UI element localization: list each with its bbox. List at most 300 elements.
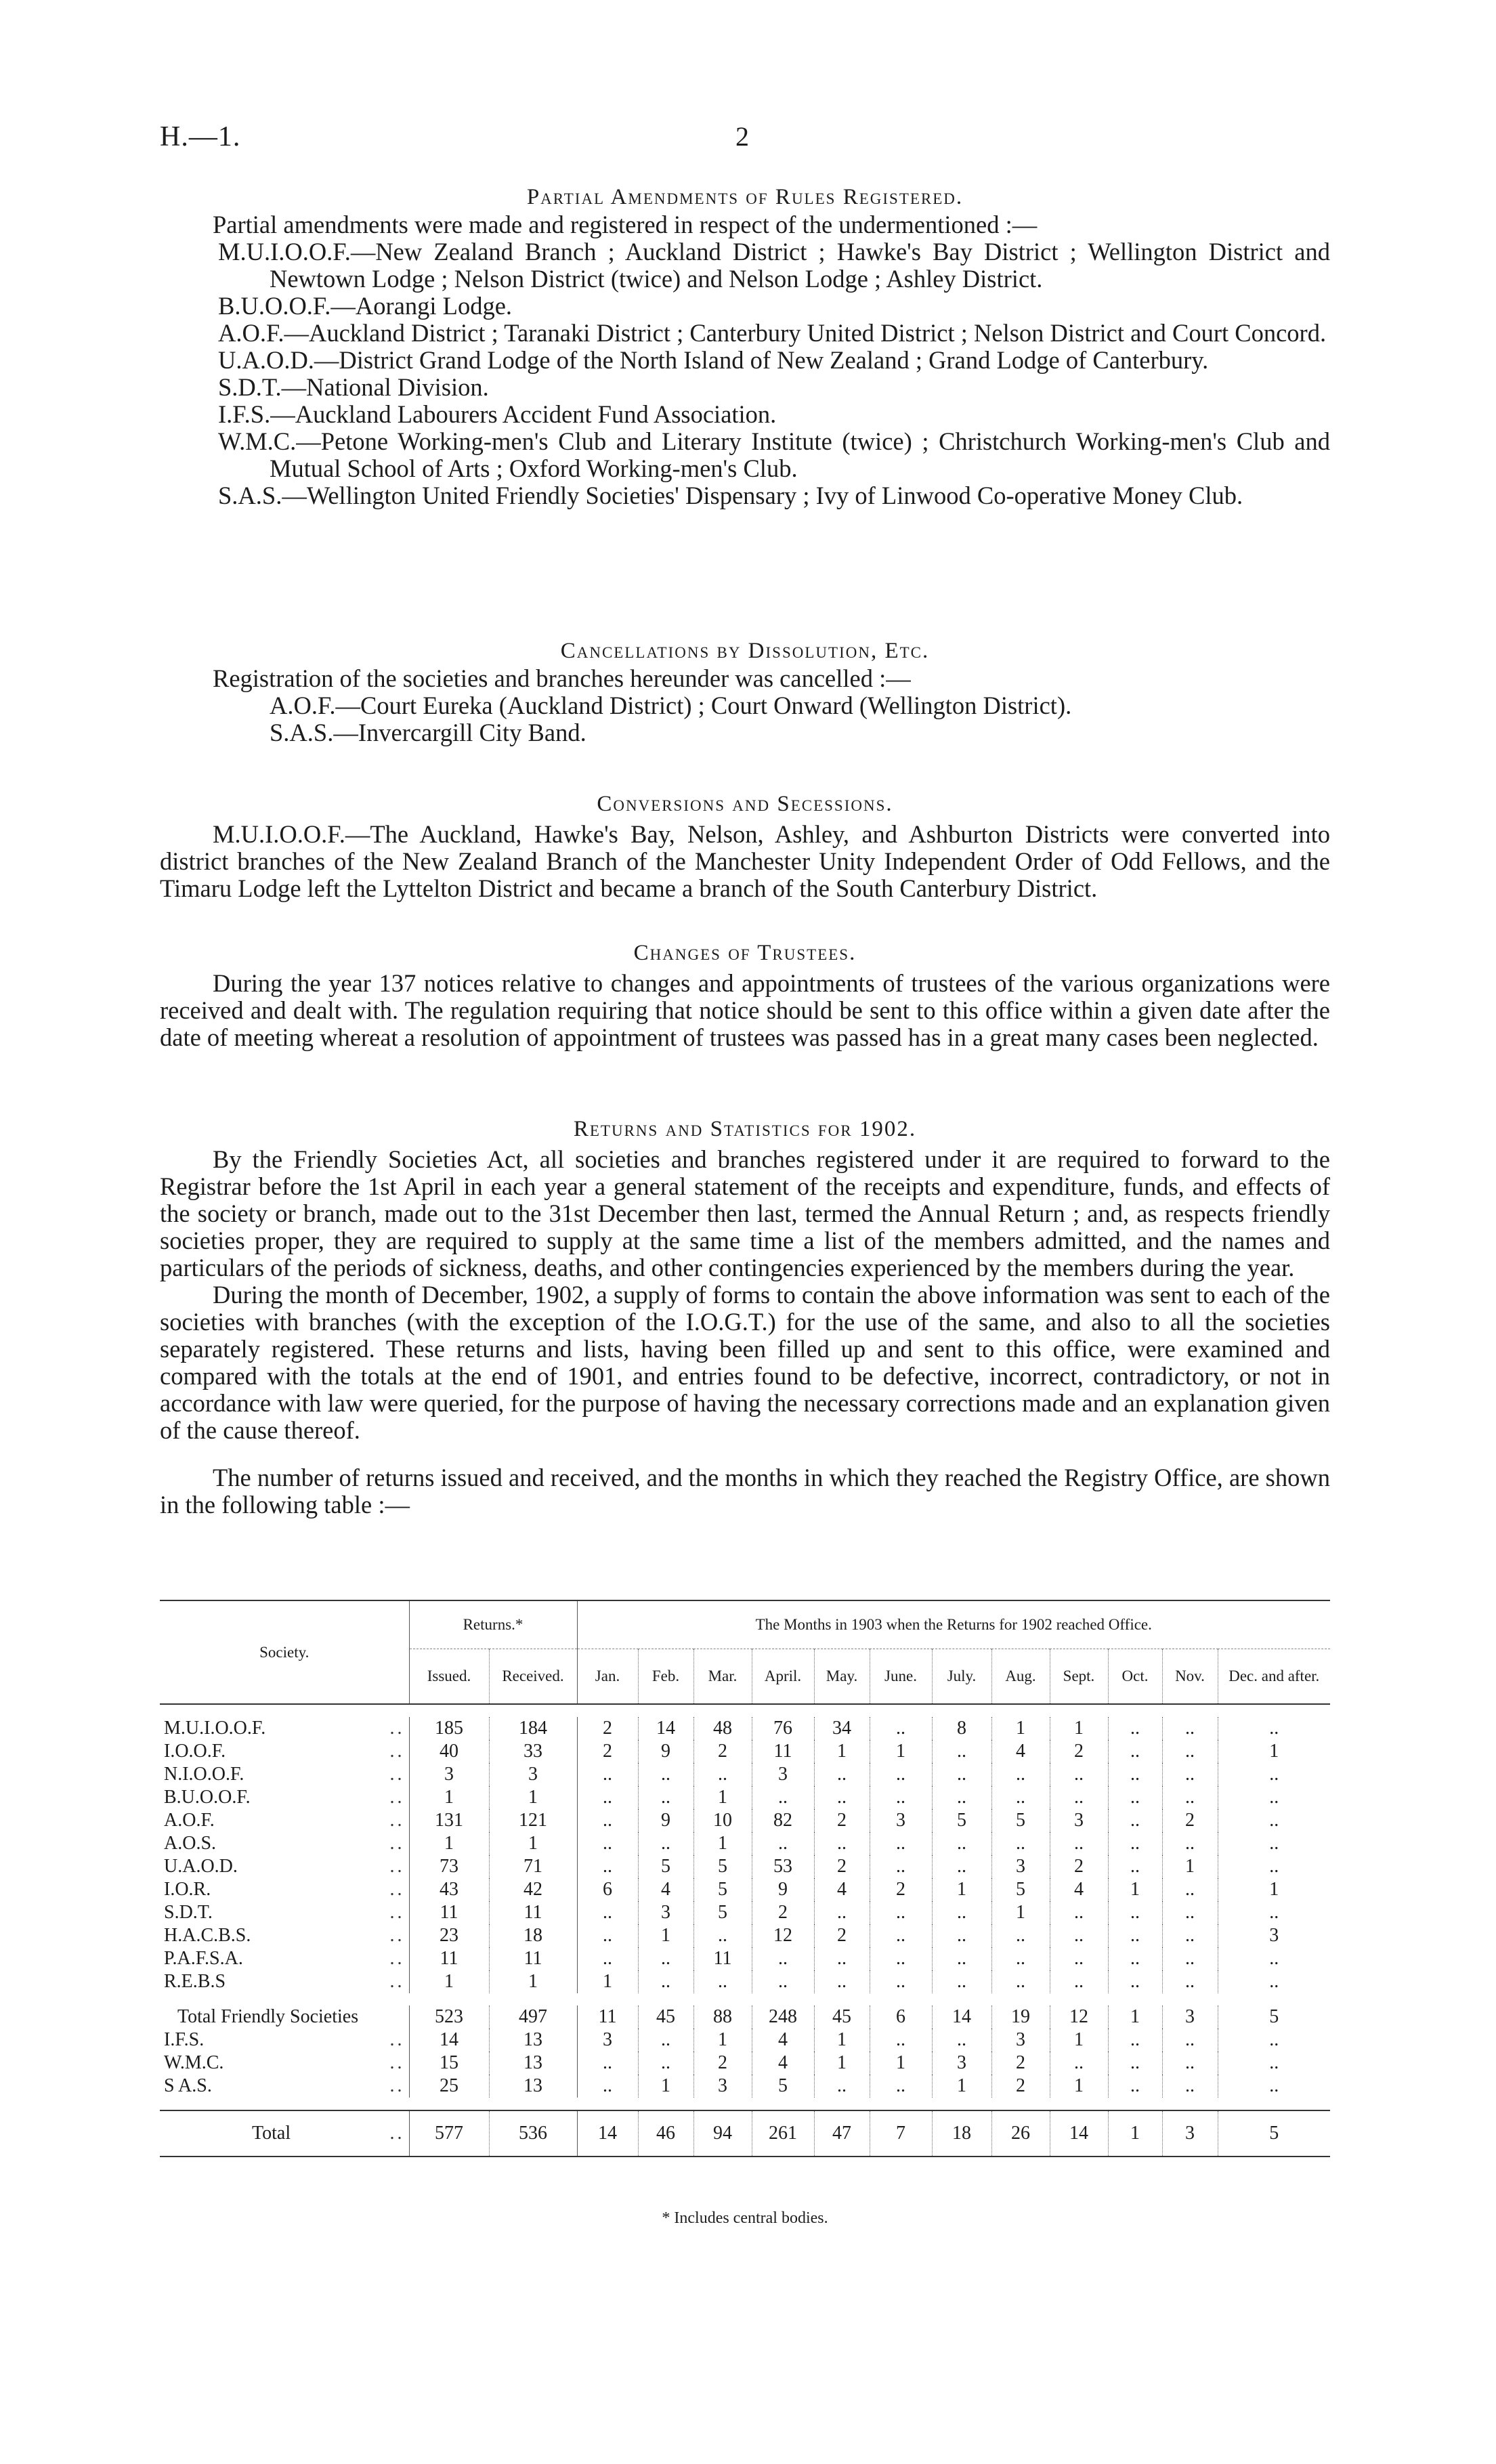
month-cell: 5	[991, 1878, 1050, 1901]
month-cell: 2	[1050, 1740, 1108, 1763]
month-cell: ..	[1162, 1832, 1218, 1855]
issued-cell: 11	[409, 1947, 489, 1970]
month-cell: 3	[1162, 2110, 1218, 2157]
month-cell: ..	[752, 1786, 814, 1809]
month-cell: 261	[752, 2110, 814, 2157]
month-cell: ..	[814, 1947, 870, 1970]
cancellation-item: S.A.S.—Invercargill City Band.	[270, 719, 586, 746]
cancellations-section	[160, 637, 1330, 746]
month-cell: 9	[638, 1740, 693, 1763]
month-cell: 1	[1108, 1878, 1162, 1901]
month-cell: ..	[1218, 1970, 1330, 1993]
trustees-text: During the year 137 notices relative to changes and appointments of trustees of the various organizations were received and dealt with. The regulation requiring that notice should be sent to this office within a given date after the date of meeting whereat a resolution of appointment of trustees was passed has in a great many cases been neglected.	[160, 969, 1330, 1051]
table-row	[160, 2110, 1330, 2157]
spacer-cell	[160, 1704, 1330, 1717]
header-month: May.	[814, 1649, 870, 1705]
leader-dots: ..	[389, 1856, 405, 1877]
society-label: U.A.O.D.	[164, 1856, 238, 1877]
month-cell: 48	[693, 1717, 752, 1740]
issued-cell: 1	[409, 1970, 489, 1993]
society-label: B.U.O.O.F.	[164, 1787, 251, 1808]
society-label: I.O.R.	[164, 1879, 211, 1900]
leader-dots: ..	[389, 1879, 405, 1900]
month-cell: ..	[814, 1970, 870, 1993]
amendment-item: B.U.O.O.F.—Aorangi Lodge.	[218, 292, 513, 320]
month-cell: 11	[577, 2005, 638, 2028]
leader-dots: ..	[389, 1810, 405, 1831]
month-cell: 1	[870, 2052, 932, 2075]
table-row	[160, 1740, 1330, 1763]
month-cell: ..	[577, 1809, 638, 1832]
society-name	[160, 1763, 409, 1786]
header-months: The Months in 1903 when the Returns for 1902 reached Office.	[577, 1600, 1330, 1649]
society-label: S.D.T.	[164, 1902, 213, 1923]
society-name	[160, 1901, 409, 1924]
issued-cell: 15	[409, 2052, 489, 2075]
returns-table	[160, 1600, 1330, 2157]
leader-dots: ..	[389, 1787, 405, 1808]
month-cell: ..	[932, 1740, 991, 1763]
received-cell: 33	[489, 1740, 577, 1763]
month-cell: 8	[932, 1717, 991, 1740]
month-cell: ..	[577, 1947, 638, 1970]
month-cell: 3	[577, 2028, 638, 2052]
society-label: I.O.O.F.	[164, 1741, 226, 1762]
header-month: Mar.	[693, 1649, 752, 1705]
issued-cell: 185	[409, 1717, 489, 1740]
amendment-item: S.D.T.—National Division.	[218, 373, 489, 401]
month-cell: ..	[1218, 2052, 1330, 2075]
society-label: P.A.F.S.A.	[164, 1948, 243, 1969]
month-cell: ..	[1162, 2075, 1218, 2098]
month-cell: 34	[814, 1717, 870, 1740]
leader-dots: ..	[389, 2123, 405, 2144]
month-cell: ..	[638, 1970, 693, 1993]
month-cell: ..	[1162, 1878, 1218, 1901]
month-cell: 1	[577, 1970, 638, 1993]
header-month: Jan.	[577, 1649, 638, 1705]
month-cell: 2	[577, 1740, 638, 1763]
month-cell: 5	[991, 1809, 1050, 1832]
table-row	[160, 1763, 1330, 1786]
header-month: June.	[870, 1649, 932, 1705]
society-name	[160, 1855, 409, 1878]
month-cell: 5	[932, 1809, 991, 1832]
month-cell: 14	[1050, 2110, 1108, 2157]
received-cell: 18	[489, 1924, 577, 1947]
month-cell: ..	[1162, 1786, 1218, 1809]
month-cell: 2	[991, 2052, 1050, 2075]
returns-para-1: By the Friendly Societies Act, all societies and branches registered under it are required to forward to the Registrar before the 1st April in each year a general statement of the receipts and expenditure, funds, and effects of the society or branch, made out to the 31st December then last, termed the Annual Return ; and, as respects friendly societies proper, they are required to supply at the same time a list of the members admitted, and the names and particulars of the periods of sickness, deaths, and other contingencies experienced by the members during the year.	[160, 1145, 1330, 1281]
month-cell: ..	[991, 1786, 1050, 1809]
table-row	[160, 2005, 1330, 2028]
issued-cell: 3	[409, 1763, 489, 1786]
amendment-item: A.O.F.—Auckland District ; Taranaki District ; Canterbury United District ; Nelson District and Court Concord.	[218, 319, 1327, 347]
table-row	[160, 2075, 1330, 2098]
month-cell: ..	[577, 2052, 638, 2075]
month-cell: 1	[638, 1924, 693, 1947]
month-cell: ..	[870, 1855, 932, 1878]
month-cell: ..	[1108, 2052, 1162, 2075]
month-cell: ..	[1050, 1763, 1108, 1786]
cancellations-intro: Registration of the societies and branches hereunder was cancelled :—	[213, 664, 911, 692]
amendments-intro: Partial amendments were made and registered in respect of the undermentioned :—	[213, 211, 1038, 238]
society-label: R.E.B.S	[164, 1971, 226, 1992]
month-cell: 1	[814, 1740, 870, 1763]
month-cell: 10	[693, 1809, 752, 1832]
month-cell: ..	[870, 1763, 932, 1786]
month-cell: 1	[1218, 1740, 1330, 1763]
month-cell: 46	[638, 2110, 693, 2157]
received-cell: 1	[489, 1786, 577, 1809]
received-cell: 11	[489, 1901, 577, 1924]
month-cell: 1	[1218, 1878, 1330, 1901]
month-cell: ..	[870, 1901, 932, 1924]
month-cell: ..	[1050, 1786, 1108, 1809]
month-cell: 4	[752, 2028, 814, 2052]
month-cell: ..	[1218, 2075, 1330, 2098]
society-name	[160, 2005, 409, 2028]
received-cell: 71	[489, 1855, 577, 1878]
trustees-heading: Changes of Trustees.	[633, 941, 857, 965]
month-cell: 19	[991, 2005, 1050, 2028]
month-cell: ..	[870, 1832, 932, 1855]
month-cell: 2	[752, 1901, 814, 1924]
returns-para-3: The number of returns issued and received, and the months in which they reached the Registry Office, are shown in the following table :—	[160, 1464, 1330, 1518]
month-cell: ..	[991, 1763, 1050, 1786]
month-cell: ..	[814, 2075, 870, 2098]
month-cell: ..	[1162, 1947, 1218, 1970]
month-cell: 1	[693, 1786, 752, 1809]
returns-para-2: During the month of December, 1902, a supply of forms to contain the above information was sent to each of the societies with branches (with the exception of the I.O.G.T.) for the use of the same, and also to all the societies separately registered. These returns and lists, having been filled up and sent to this office, were examined and compared with the totals at the end of 1901, and entries found to be defective, incorrect, contradictory, or not in accordance with law were queried, for the purpose of having the necessary corrections made and an explanation given of the cause thereof.	[160, 1281, 1330, 1444]
society-name	[160, 1809, 409, 1832]
month-cell: 26	[991, 2110, 1050, 2157]
conversions-section	[160, 790, 1330, 902]
month-cell: ..	[814, 1832, 870, 1855]
month-cell: ..	[1218, 1947, 1330, 1970]
society-label: Total Friendly Societies	[177, 2006, 359, 2027]
month-cell: 4	[638, 1878, 693, 1901]
month-cell: ..	[1108, 1855, 1162, 1878]
leader-dots: ..	[389, 2029, 405, 2050]
returns-section	[160, 1115, 1330, 1518]
conversions-text: M.U.I.O.O.F.—The Auckland, Hawke's Bay, Nelson, Ashley, and Ashburton Districts were converted into district branches of the New Zealand Branch of the Manchester Unity Independent Order of Odd Fellows, and the Timaru Lodge left the Lyttelton District and became a branch of the South Canterbury District.	[160, 820, 1330, 902]
month-cell: ..	[1050, 1970, 1108, 1993]
society-name	[160, 2075, 409, 2098]
trustees-section	[160, 939, 1330, 1051]
society-label: M.U.I.O.O.F.	[164, 1718, 266, 1739]
society-label: W.M.C.	[164, 2052, 224, 2073]
month-cell: 1	[638, 2075, 693, 2098]
month-cell: ..	[1162, 2052, 1218, 2075]
issued-cell: 14	[409, 2028, 489, 2052]
table-row	[160, 1809, 1330, 1832]
header-month: July.	[932, 1649, 991, 1705]
month-cell: ..	[577, 1924, 638, 1947]
received-cell: 11	[489, 1947, 577, 1970]
month-cell: 12	[752, 1924, 814, 1947]
society-label: H.A.C.B.S.	[164, 1925, 251, 1946]
issued-cell: 1	[409, 1786, 489, 1809]
month-cell: ..	[814, 1901, 870, 1924]
month-cell: ..	[693, 1924, 752, 1947]
month-cell: ..	[814, 1763, 870, 1786]
received-cell: 184	[489, 1717, 577, 1740]
issued-cell: 25	[409, 2075, 489, 2098]
month-cell: 2	[1162, 1809, 1218, 1832]
table-row	[160, 1855, 1330, 1878]
issued-cell: 577	[409, 2110, 489, 2157]
month-cell: ..	[752, 1970, 814, 1993]
month-cell: ..	[1218, 1717, 1330, 1740]
header-month: April.	[752, 1649, 814, 1705]
month-cell: 14	[638, 1717, 693, 1740]
society-name	[160, 1717, 409, 1740]
month-cell: 1	[1050, 1717, 1108, 1740]
society-name	[160, 1947, 409, 1970]
month-cell: ..	[870, 1786, 932, 1809]
month-cell: 3	[1218, 1924, 1330, 1947]
month-cell: ..	[1162, 1740, 1218, 1763]
month-cell: ..	[1050, 1832, 1108, 1855]
month-cell: ..	[1108, 1786, 1162, 1809]
month-cell: ..	[932, 1924, 991, 1947]
month-cell: 1	[932, 1878, 991, 1901]
leader-dots: ..	[389, 1833, 405, 1854]
month-cell: 2	[870, 1878, 932, 1901]
month-cell: 4	[1050, 1878, 1108, 1901]
society-label: S A.S.	[164, 2075, 212, 2096]
header-issued: Issued.	[409, 1649, 489, 1705]
month-cell: 45	[814, 2005, 870, 2028]
society-name	[160, 2052, 409, 2075]
month-cell: ..	[870, 2075, 932, 2098]
month-cell: ..	[932, 1763, 991, 1786]
month-cell: 9	[752, 1878, 814, 1901]
society-label: I.F.S.	[164, 2029, 205, 2050]
month-cell: 9	[638, 1809, 693, 1832]
table-row	[160, 1901, 1330, 1924]
conversions-heading: Conversions and Secessions.	[597, 792, 893, 816]
month-cell: ..	[638, 2028, 693, 2052]
month-cell: 1	[1162, 1855, 1218, 1878]
leader-dots: ..	[389, 2075, 405, 2096]
table-row	[160, 1832, 1330, 1855]
month-cell: 11	[693, 1947, 752, 1970]
month-cell: 45	[638, 2005, 693, 2028]
received-cell: 497	[489, 2005, 577, 2028]
month-cell: 1	[814, 2052, 870, 2075]
month-cell: ..	[1108, 1947, 1162, 1970]
received-cell: 1	[489, 1970, 577, 1993]
month-cell: 3	[693, 2075, 752, 2098]
month-cell: ..	[932, 1947, 991, 1970]
month-cell: ..	[932, 1832, 991, 1855]
month-cell: 94	[693, 2110, 752, 2157]
header-month: Dec. and after.	[1218, 1649, 1330, 1705]
month-cell: ..	[1162, 1901, 1218, 1924]
spacer-row	[160, 1993, 1330, 2005]
amendment-item: I.F.S.—Auckland Labourers Accident Fund Association.	[218, 400, 777, 428]
header-received: Received.	[489, 1649, 577, 1705]
leader-dots: ..	[389, 1925, 405, 1946]
month-cell: ..	[991, 1832, 1050, 1855]
month-cell: ..	[870, 1970, 932, 1993]
page-number: 2	[735, 121, 749, 152]
month-cell: 3	[870, 1809, 932, 1832]
month-cell: ..	[638, 1786, 693, 1809]
received-cell: 536	[489, 2110, 577, 2157]
leader-dots: ..	[389, 1764, 405, 1785]
month-cell: 6	[870, 2005, 932, 2028]
amendment-item: M.U.I.O.O.F.—New Zealand Branch ; Auckland District ; Hawke's Bay District ; Wellington District and Newtown Lodge ; Nelson District (twice) and Nelson Lodge ; Ashley District.	[218, 238, 1330, 293]
issued-cell: 11	[409, 1901, 489, 1924]
month-cell: ..	[577, 1855, 638, 1878]
month-cell: ..	[932, 1855, 991, 1878]
month-cell: ..	[991, 1924, 1050, 1947]
month-cell: ..	[1108, 1970, 1162, 1993]
month-cell: ..	[1162, 1763, 1218, 1786]
month-cell: ..	[638, 1832, 693, 1855]
leader-dots: ..	[389, 2052, 405, 2073]
month-cell: 18	[932, 2110, 991, 2157]
month-cell: 1	[870, 1740, 932, 1763]
month-cell: 248	[752, 2005, 814, 2028]
month-cell: 1	[1050, 2028, 1108, 2052]
month-cell: ..	[1108, 1832, 1162, 1855]
table-row	[160, 1947, 1330, 1970]
month-cell: 82	[752, 1809, 814, 1832]
table-footnote: * Includes central bodies.	[662, 2209, 828, 2227]
society-name	[160, 1878, 409, 1901]
spacer-row	[160, 2098, 1330, 2110]
leader-dots: ..	[389, 1902, 405, 1923]
society-label: N.I.O.O.F.	[164, 1764, 244, 1785]
issued-cell: 523	[409, 2005, 489, 2028]
issued-cell: 40	[409, 1740, 489, 1763]
month-cell: ..	[1218, 1832, 1330, 1855]
month-cell: 5	[638, 1855, 693, 1878]
month-cell: ..	[1108, 1740, 1162, 1763]
month-cell: 2	[814, 1855, 870, 1878]
month-cell: 12	[1050, 2005, 1108, 2028]
month-cell: ..	[1162, 1924, 1218, 1947]
returns-heading: Returns and Statistics for 1902.	[573, 1117, 917, 1141]
month-cell: ..	[752, 1832, 814, 1855]
table-row	[160, 2028, 1330, 2052]
month-cell: ..	[577, 1901, 638, 1924]
month-cell: 1	[991, 1717, 1050, 1740]
received-cell: 13	[489, 2052, 577, 2075]
issued-cell: 23	[409, 1924, 489, 1947]
month-cell: ..	[870, 1924, 932, 1947]
issued-cell: 43	[409, 1878, 489, 1901]
month-cell: 1	[1108, 2005, 1162, 2028]
header-month: Aug.	[991, 1649, 1050, 1705]
received-cell: 3	[489, 1763, 577, 1786]
month-cell: ..	[1108, 1924, 1162, 1947]
society-name	[160, 2110, 409, 2157]
month-cell: ..	[1108, 1901, 1162, 1924]
month-cell: ..	[752, 1947, 814, 1970]
month-cell: ..	[638, 1763, 693, 1786]
month-cell: ..	[1050, 2052, 1108, 2075]
month-cell: ..	[991, 1970, 1050, 1993]
cancellations-heading: Cancellations by Dissolution, Etc.	[560, 639, 930, 663]
table-row	[160, 1717, 1330, 1740]
header-month: Feb.	[638, 1649, 693, 1705]
amendment-item: S.A.S.—Wellington United Friendly Societies' Dispensary ; Ivy of Linwood Co-operative Money Club.	[218, 482, 1243, 509]
spacer-cell	[160, 2098, 1330, 2110]
month-cell: 3	[932, 2052, 991, 2075]
leader-dots: ..	[389, 1741, 405, 1762]
month-cell: 6	[577, 1878, 638, 1901]
month-cell: ..	[814, 1786, 870, 1809]
month-cell: 3	[991, 2028, 1050, 2052]
month-cell: ..	[1218, 1809, 1330, 1832]
month-cell: 14	[577, 2110, 638, 2157]
received-cell: 13	[489, 2075, 577, 2098]
month-cell: 2	[693, 1740, 752, 1763]
month-cell: 2	[991, 2075, 1050, 2098]
received-cell: 42	[489, 1878, 577, 1901]
month-cell: ..	[1162, 2028, 1218, 2052]
received-cell: 13	[489, 2028, 577, 2052]
month-cell: ..	[932, 2028, 991, 2052]
amendments-section	[160, 183, 1330, 509]
month-cell: ..	[638, 1947, 693, 1970]
month-cell: ..	[932, 1970, 991, 1993]
month-cell: 2	[577, 1717, 638, 1740]
page-reference: H.—1.	[160, 121, 241, 152]
month-cell: ..	[1050, 1947, 1108, 1970]
table-body	[160, 1704, 1330, 2157]
month-cell: 3	[1050, 1809, 1108, 1832]
month-cell: 3	[1162, 2005, 1218, 2028]
month-cell: 1	[1050, 2075, 1108, 2098]
received-cell: 121	[489, 1809, 577, 1832]
month-cell: ..	[1108, 1809, 1162, 1832]
month-cell: ..	[693, 1763, 752, 1786]
month-cell: ..	[1108, 2075, 1162, 2098]
society-name	[160, 1970, 409, 1993]
cancellation-item: A.O.F.—Court Eureka (Auckland District) ; Court Onward (Wellington District).	[270, 692, 1072, 719]
society-name	[160, 1740, 409, 1763]
month-cell: ..	[1108, 1763, 1162, 1786]
amendment-item: W.M.C.—Petone Working-men's Club and Literary Institute (twice) ; Christchurch Working-men's Club and Mutual School of Arts ; Oxford Working-men's Club.	[218, 427, 1330, 482]
issued-cell: 73	[409, 1855, 489, 1878]
leader-dots: ..	[389, 1948, 405, 1969]
month-cell: 5	[693, 1901, 752, 1924]
month-cell: 5	[1218, 2005, 1330, 2028]
month-cell: ..	[577, 1832, 638, 1855]
month-cell: ..	[577, 2075, 638, 2098]
spacer-cell	[160, 1993, 1330, 2005]
month-cell: 5	[1218, 2110, 1330, 2157]
month-cell: 2	[693, 2052, 752, 2075]
table-row	[160, 2052, 1330, 2075]
month-cell: ..	[1108, 1717, 1162, 1740]
header-month: Sept.	[1050, 1649, 1108, 1705]
table-row	[160, 1924, 1330, 1947]
month-cell: ..	[932, 1786, 991, 1809]
month-cell: 2	[814, 1924, 870, 1947]
amendments-heading: Partial Amendments of Rules Registered.	[526, 185, 964, 209]
society-name	[160, 1832, 409, 1855]
header-returns: Returns.*	[409, 1600, 577, 1649]
month-cell: ..	[932, 1901, 991, 1924]
month-cell: 5	[752, 2075, 814, 2098]
